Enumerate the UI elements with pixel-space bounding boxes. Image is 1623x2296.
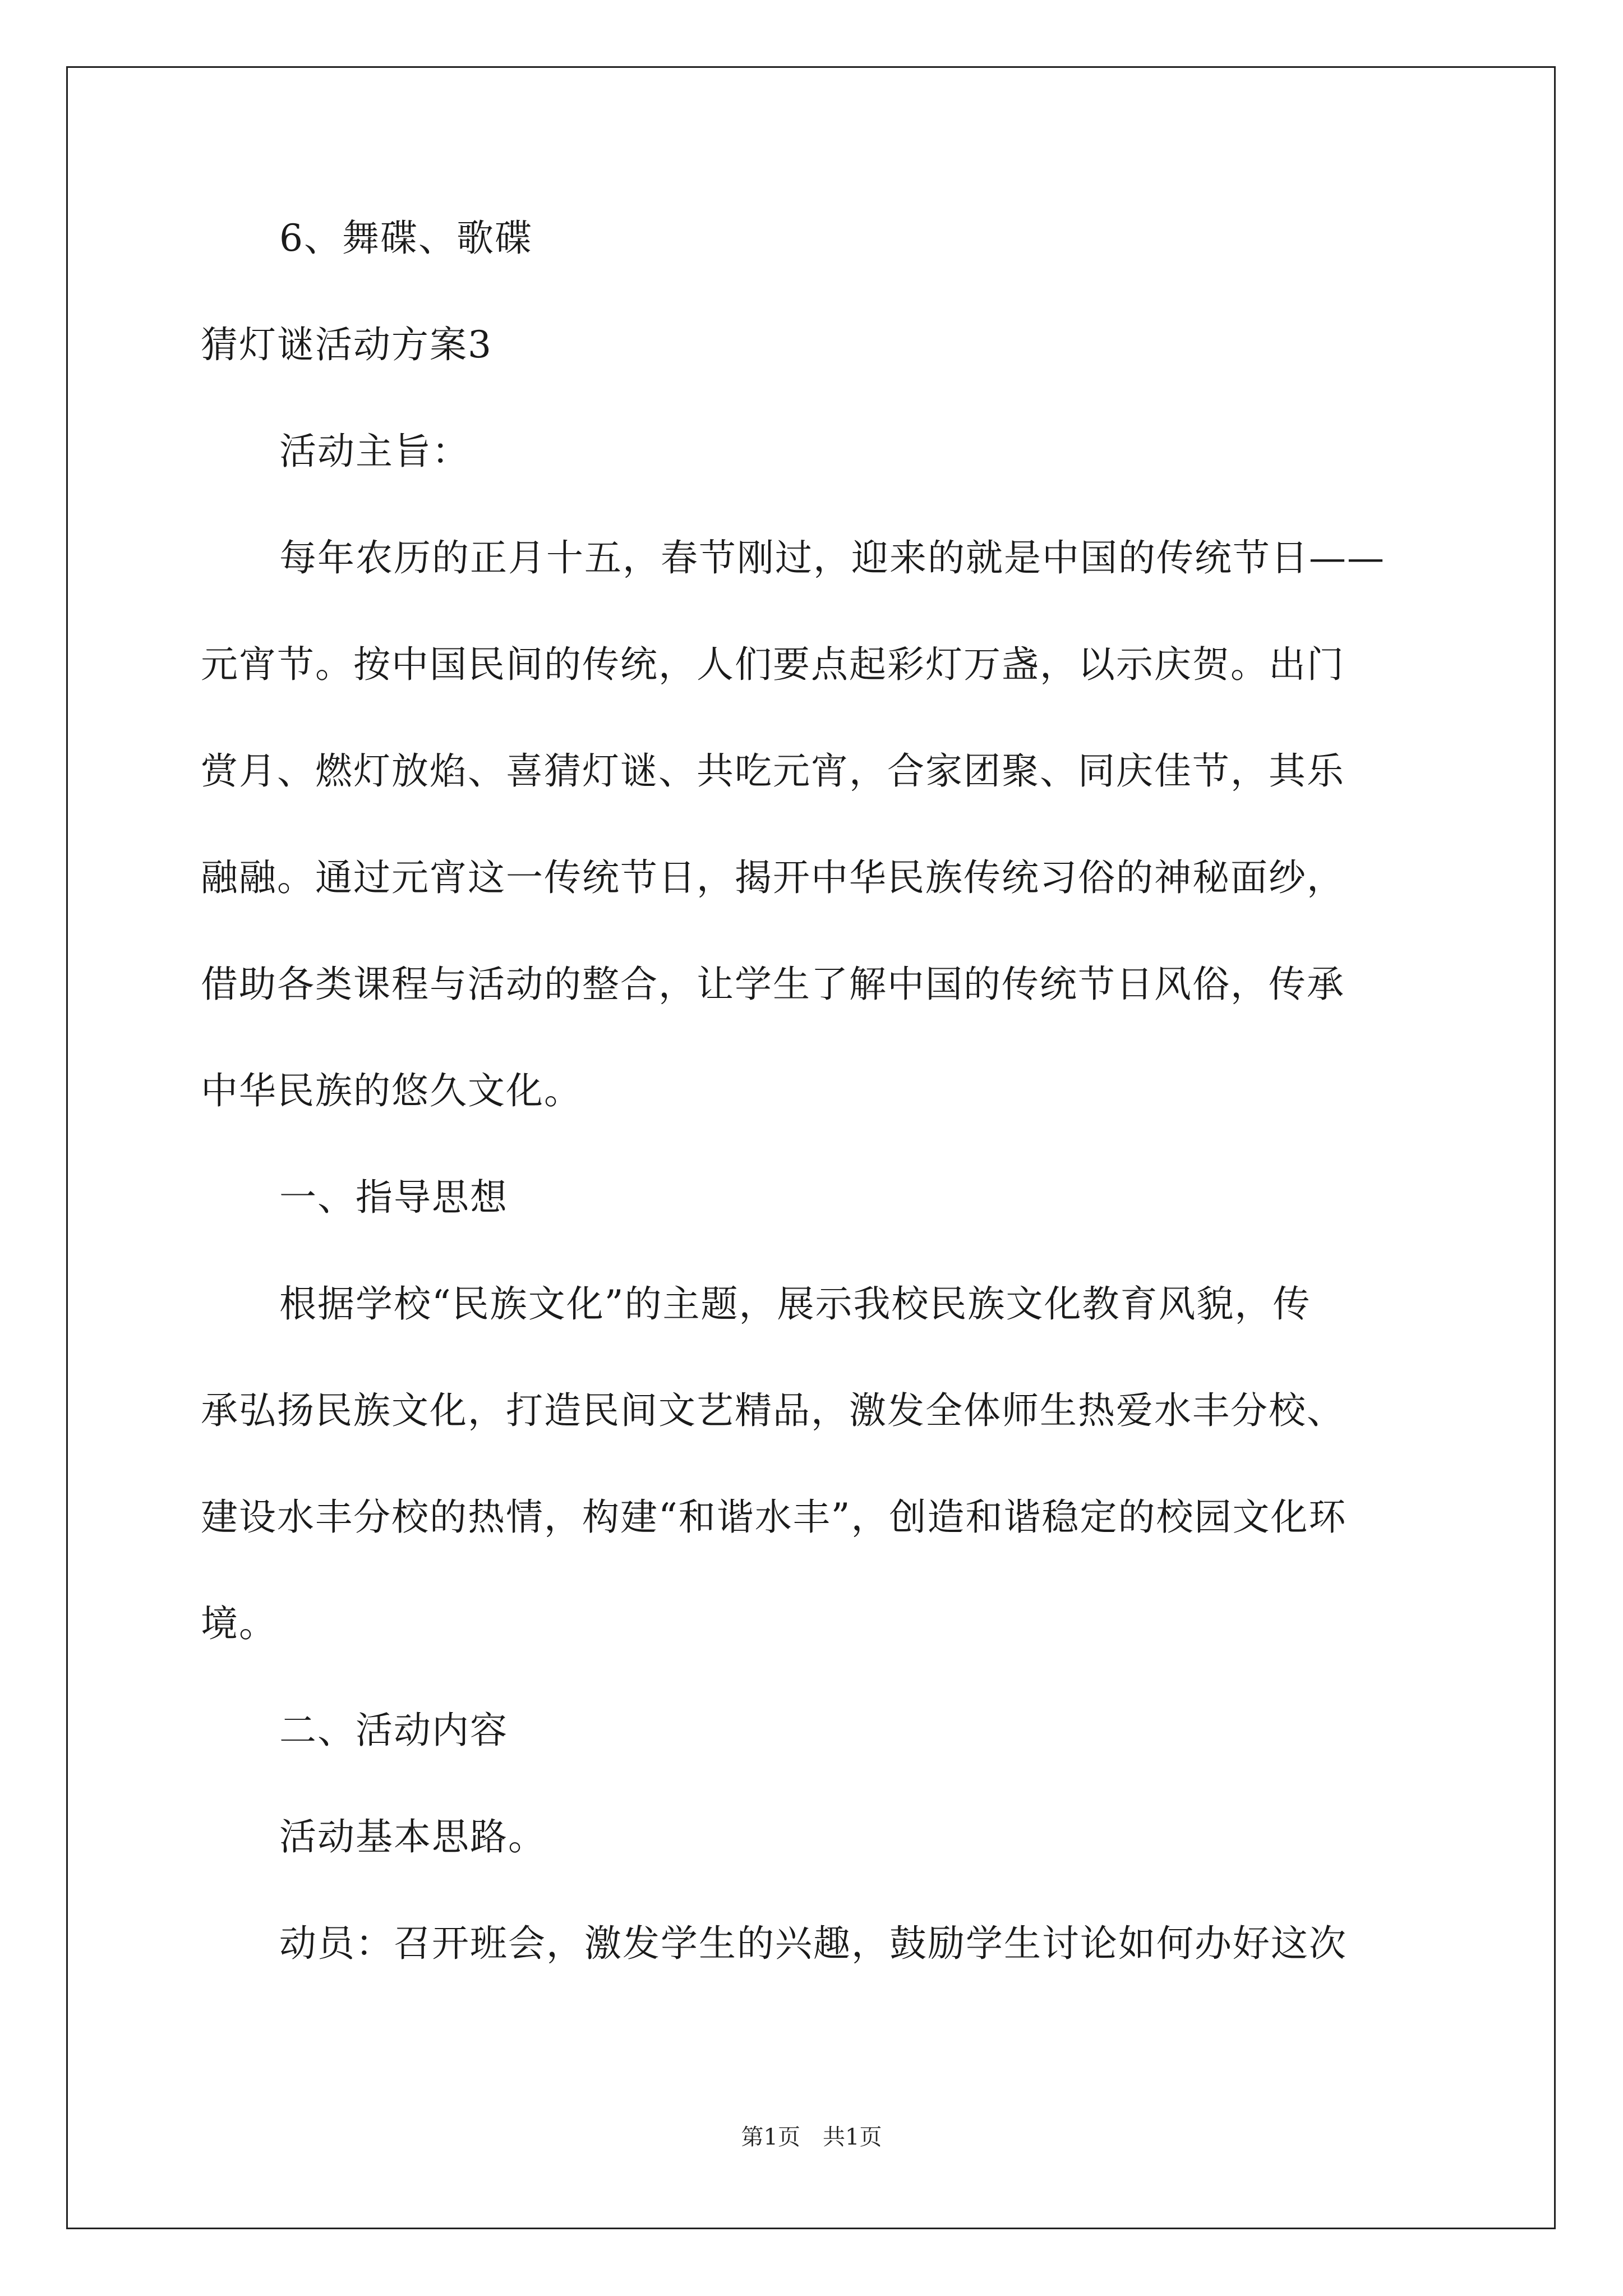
page-footer: 第1页 共1页: [741, 2124, 882, 2150]
paragraph-line: 元宵节。按中国民间的传统，人们要点起彩灯万盏，以示庆贺。出门: [201, 643, 1345, 686]
paragraph-line: 借助各类课程与活动的整合，让学生了解中国的传统节日风俗，传承: [201, 963, 1345, 1006]
heading-guiding-ideology: 一、指导思想: [279, 1176, 508, 1219]
paragraph-line: 赏月、燃灯放焰、喜猜灯谜、共吃元宵，合家团聚、同庆佳节，其乐: [201, 749, 1345, 793]
paragraph-line: 中华民族的悠久文化。: [201, 1069, 582, 1112]
paragraph-line: 活动基本思路。: [279, 1815, 546, 1858]
list-item-dance-song-disc: 6、舞碟、歌碟: [279, 217, 533, 260]
paragraph-line: 融融。通过元宵这一传统节日，揭开中华民族传统习俗的神秘面纱，: [201, 856, 1345, 899]
section-title: 猜灯谜活动方案3: [201, 323, 492, 366]
paragraph-line: 根据学校“民族文化”的主题，展示我校民族文化教育风貌，传: [279, 1282, 1311, 1326]
paragraph-line: 承弘扬民族文化，打造民间文艺精品，激发全体师生热爱水丰分校、: [201, 1389, 1345, 1432]
page-border: [66, 66, 1556, 2229]
paragraph-line: 每年农历的正月十五，春节刚过，迎来的就是中国的传统节日——: [279, 536, 1385, 579]
heading-activity-content: 二、活动内容: [279, 1709, 508, 1752]
paragraph-line: 境。: [201, 1602, 277, 1645]
heading-activity-purpose: 活动主旨：: [279, 430, 470, 473]
paragraph-line: 建设水丰分校的热情，构建“和谐水丰”，创造和谐稳定的校园文化环: [201, 1496, 1347, 1539]
paragraph-line: 动员：召开班会，激发学生的兴趣，鼓励学生讨论如何办好这次: [279, 1922, 1347, 1965]
